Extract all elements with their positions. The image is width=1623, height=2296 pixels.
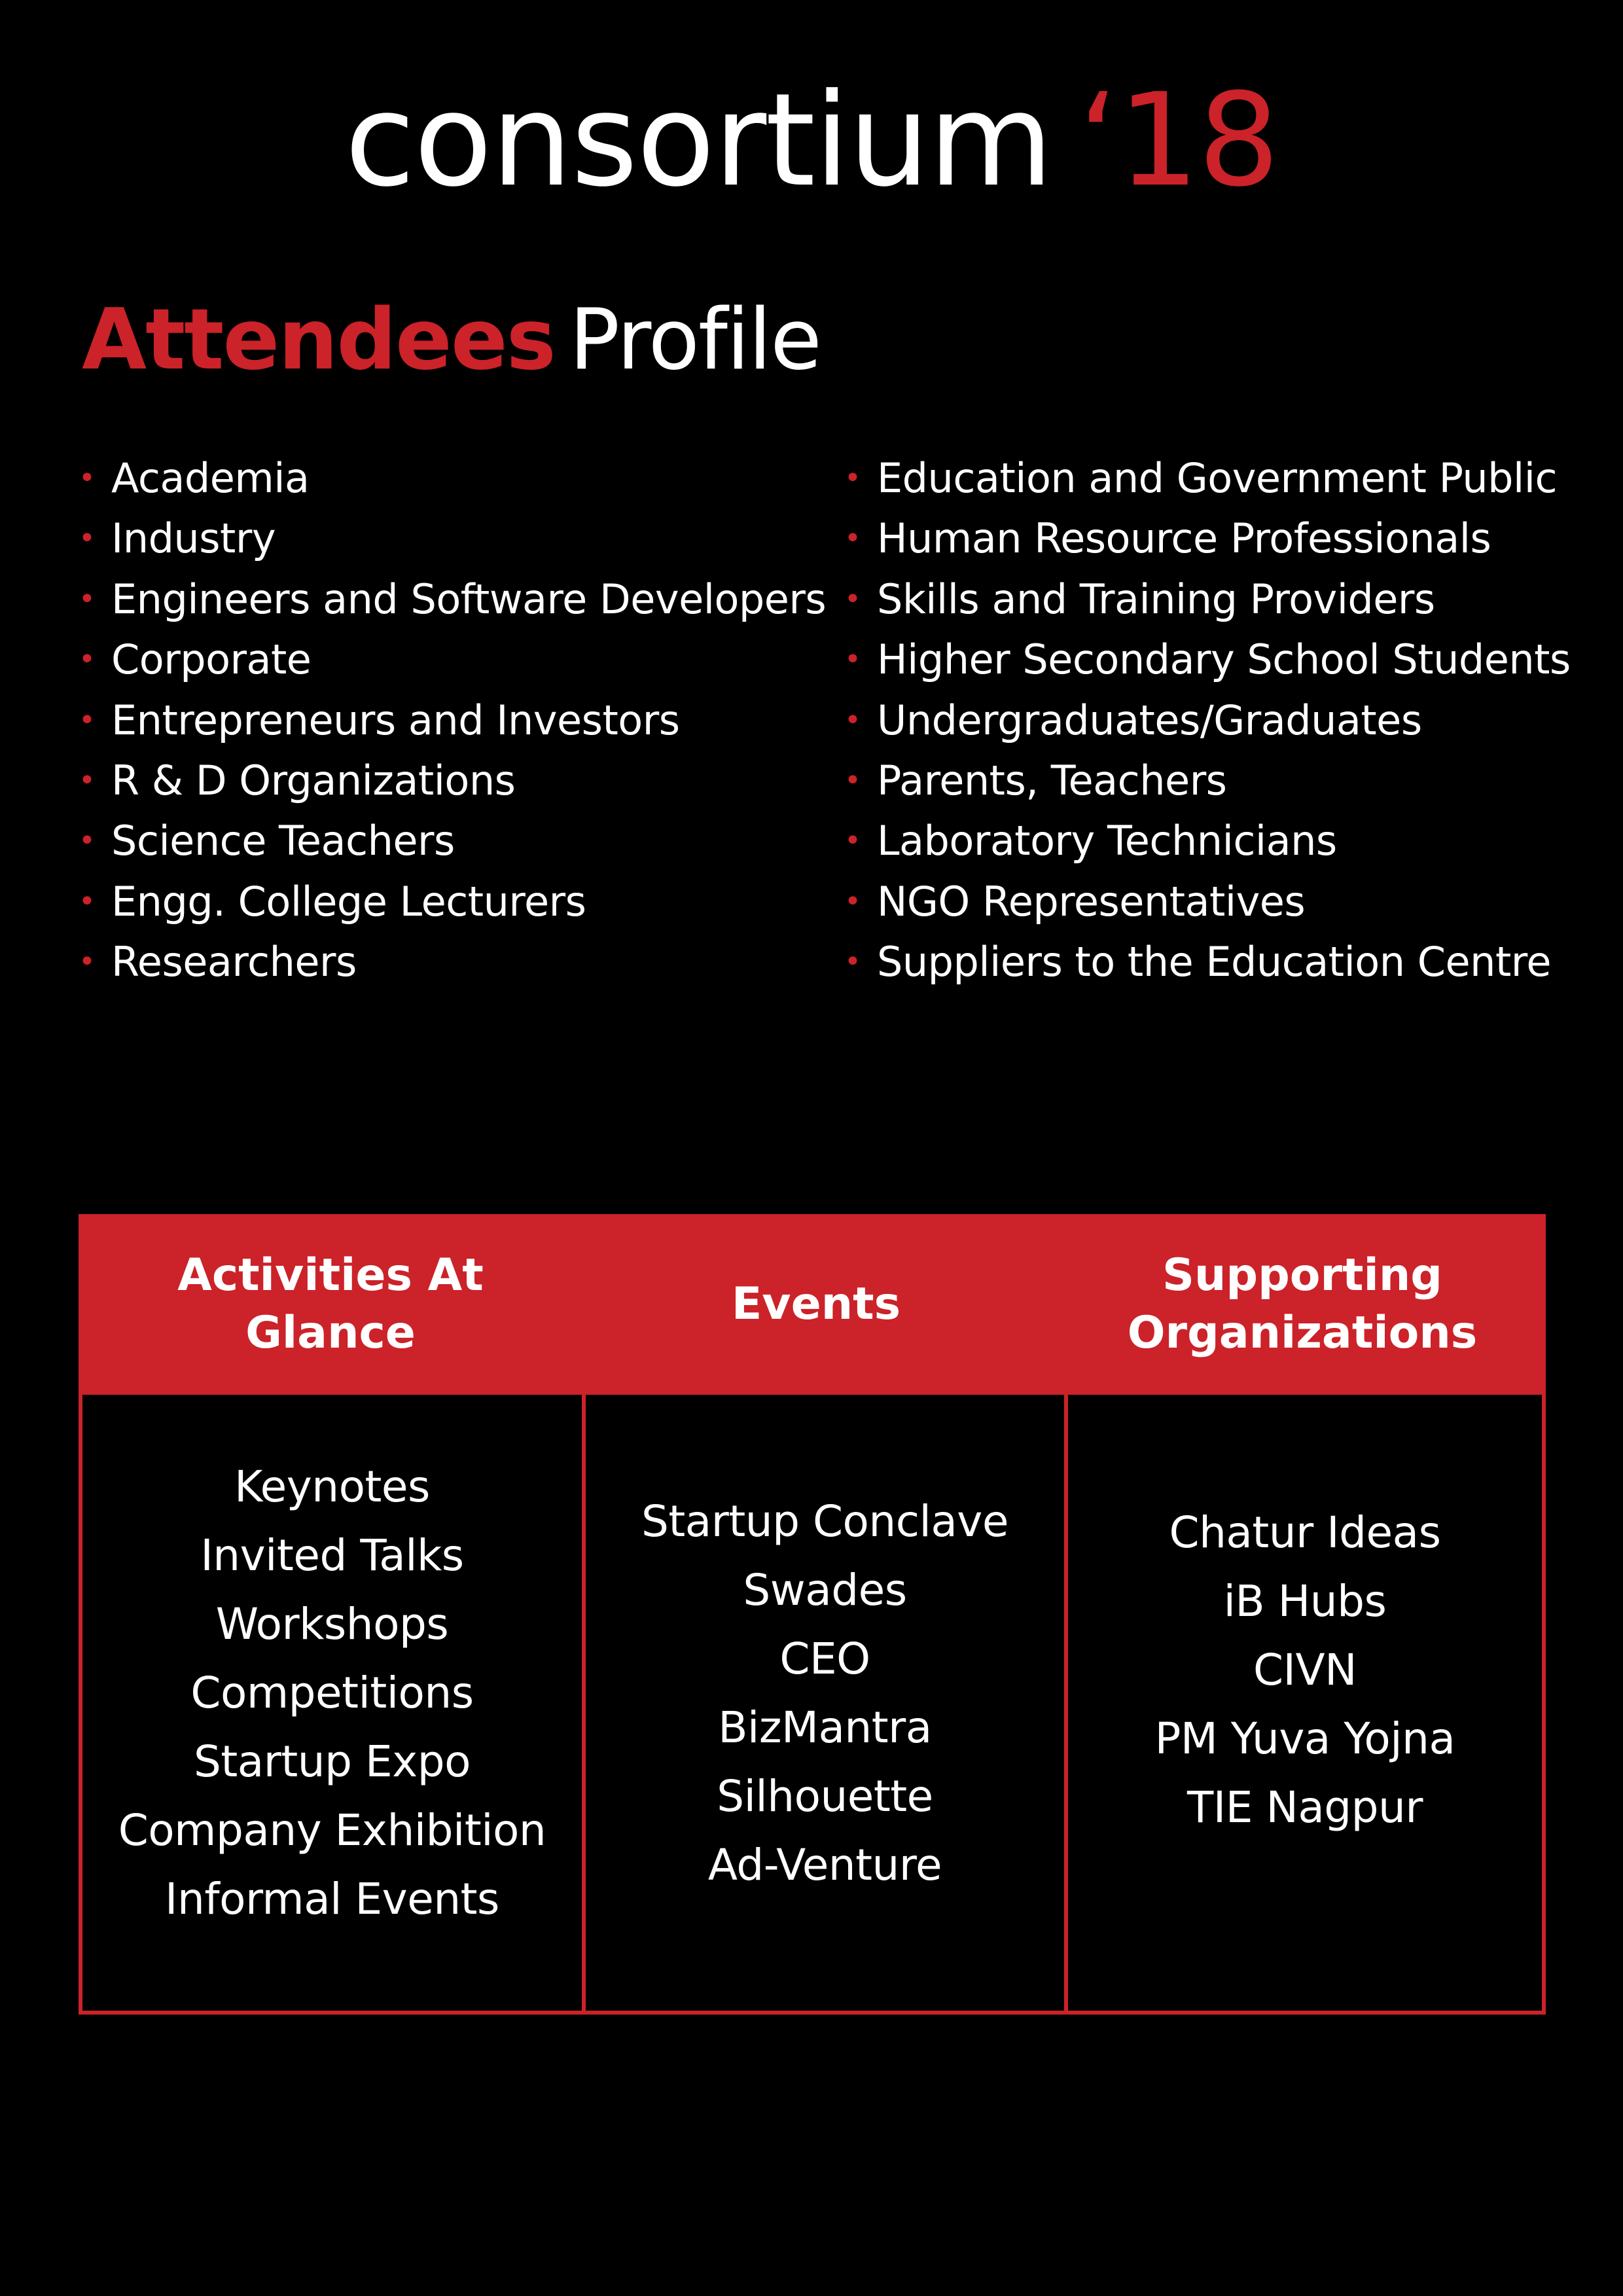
list-item-label: Researchers — [111, 938, 357, 986]
header-supporting-organizations: Supporting Organizations — [1127, 1249, 1478, 1359]
list-item — [79, 811, 826, 871]
list-item-label: Engineers and Software Developers — [111, 575, 827, 623]
list-item — [79, 751, 826, 811]
list-item-label: Corporate — [111, 636, 312, 684]
event-title-year: ‘18 — [1078, 66, 1279, 215]
list-item-label: R & D Organizations — [111, 756, 516, 804]
bullet-icon: • — [79, 643, 96, 677]
header-events: Events — [731, 1278, 901, 1330]
list-item-label: Parents, Teachers — [877, 756, 1227, 804]
bullet-icon: • — [79, 945, 96, 979]
activity-item: Invited Talks — [200, 1530, 464, 1581]
list-item-label: Science Teachers — [111, 817, 455, 865]
activities-table — [79, 1214, 1546, 2015]
list-item — [844, 691, 1571, 751]
bullet-icon: • — [79, 703, 96, 737]
organization-item: TIE Nagpur — [1186, 1782, 1423, 1833]
event-item: Ad-Venture — [707, 1839, 942, 1890]
list-item-label: Human Resource Professionals — [877, 514, 1491, 563]
list-item-label: Higher Secondary School Students — [877, 636, 1571, 684]
list-item — [844, 630, 1571, 690]
attendees-list-left — [79, 448, 826, 993]
event-item: CEO — [779, 1633, 870, 1684]
attendees-list-right — [844, 448, 1571, 993]
activity-item: Competitions — [190, 1668, 474, 1718]
event-title — [0, 65, 1623, 216]
bullet-icon: • — [844, 884, 861, 918]
list-item — [79, 509, 826, 569]
list-item — [79, 569, 826, 630]
list-item-label: Laboratory Technicians — [877, 817, 1337, 865]
list-item — [79, 691, 826, 751]
list-item — [844, 811, 1571, 871]
event-item: Silhouette — [717, 1770, 933, 1821]
list-item-label: Undergraduates/Graduates — [877, 696, 1422, 744]
bullet-icon: • — [844, 763, 861, 797]
bullet-icon: • — [844, 461, 861, 495]
organization-item: PM Yuva Yojna — [1154, 1713, 1455, 1764]
list-item — [79, 932, 826, 992]
attendees-heading — [82, 288, 821, 393]
events-column — [586, 1395, 1064, 2011]
bullet-icon: • — [844, 522, 861, 556]
table-header — [79, 1214, 1546, 1395]
bullet-icon: • — [844, 824, 861, 858]
bullet-icon: • — [79, 884, 96, 918]
list-item-label: Skills and Training Providers — [877, 575, 1435, 623]
list-item-label: NGO Representatives — [877, 877, 1306, 925]
list-item — [79, 448, 826, 509]
list-item — [844, 448, 1571, 509]
bullet-icon: • — [79, 824, 96, 858]
bullet-icon: • — [79, 522, 96, 556]
list-item-label: Entrepreneurs and Investors — [111, 696, 680, 744]
organization-item: Chatur Ideas — [1169, 1507, 1441, 1558]
list-item-label: Suppliers to the Education Centre — [877, 938, 1552, 986]
supporting-organizations-column — [1068, 1395, 1542, 2011]
activity-item: Workshops — [215, 1599, 449, 1649]
activities-column — [82, 1395, 582, 2011]
event-item: BizMantra — [718, 1702, 932, 1753]
list-item — [844, 569, 1571, 630]
bullet-icon: • — [79, 461, 96, 495]
list-item — [844, 509, 1571, 569]
activity-item: Company Exhibition — [118, 1805, 546, 1856]
event-title-name: consortium — [344, 66, 1052, 215]
bullet-icon: • — [79, 763, 96, 797]
event-item: Swades — [743, 1564, 907, 1615]
organization-item: iB Hubs — [1223, 1576, 1387, 1626]
table-body — [79, 1395, 1546, 2015]
list-item-label: Engg. College Lecturers — [111, 877, 586, 925]
attendees-heading-rest: Profile — [569, 291, 821, 389]
event-item: Startup Conclave — [641, 1496, 1008, 1547]
attendees-heading-highlight: Attendees — [82, 291, 555, 389]
header-activities: Activities At Glance — [177, 1249, 484, 1359]
list-item-label: Academia — [111, 454, 310, 502]
activity-item: Informal Events — [165, 1874, 499, 1924]
activity-item: Keynotes — [234, 1462, 430, 1512]
bullet-icon: • — [844, 582, 861, 616]
bullet-icon: • — [844, 643, 861, 677]
activity-item: Startup Expo — [194, 1736, 471, 1787]
list-item — [844, 872, 1571, 932]
bullet-icon: • — [79, 582, 96, 616]
list-item — [79, 872, 826, 932]
list-item — [844, 932, 1571, 992]
list-item — [844, 751, 1571, 811]
list-item-label: Industry — [111, 514, 276, 563]
bullet-icon: • — [844, 945, 861, 979]
bullet-icon: • — [844, 703, 861, 737]
list-item — [79, 630, 826, 690]
list-item-label: Education and Government Public — [877, 454, 1558, 502]
organization-item: CIVN — [1253, 1645, 1357, 1695]
